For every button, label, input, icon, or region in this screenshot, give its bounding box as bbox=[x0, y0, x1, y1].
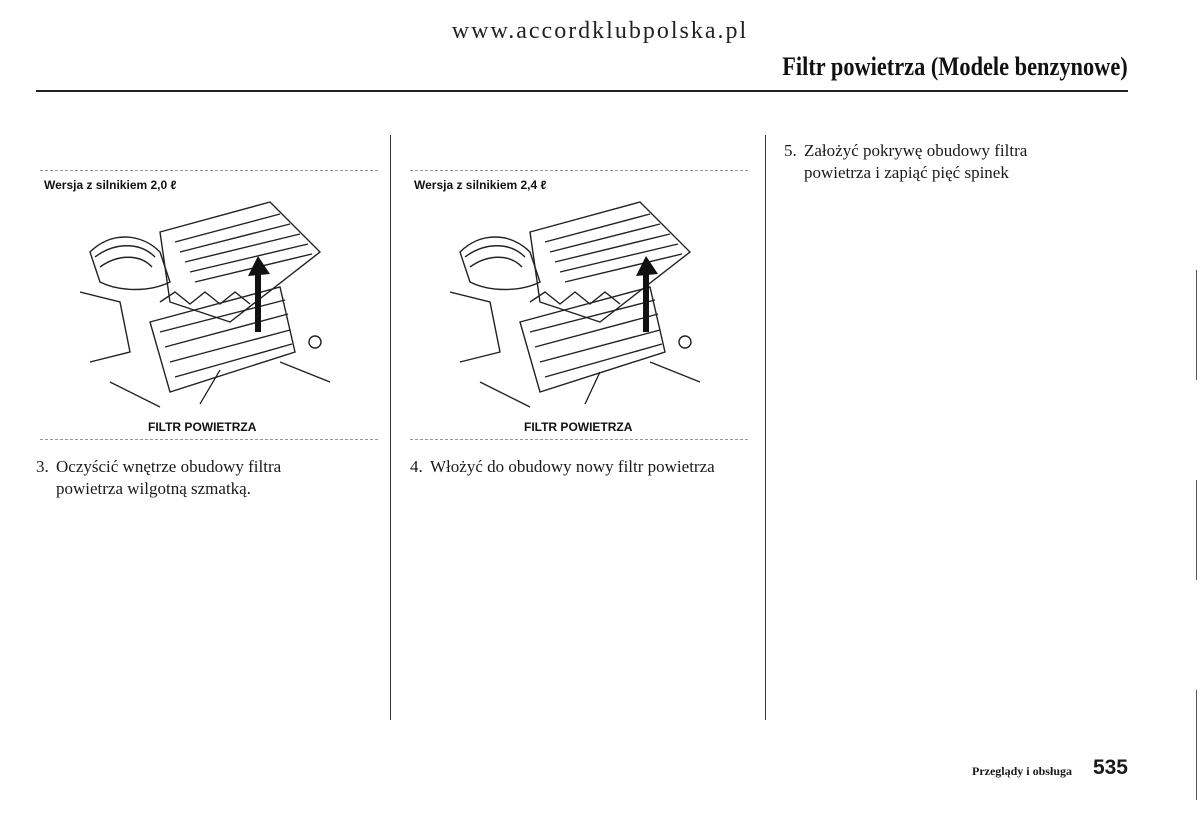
scan-edge-mark bbox=[1196, 270, 1197, 380]
figure-label: FILTR POWIETRZA bbox=[524, 420, 633, 434]
step-5 bbox=[784, 140, 1027, 184]
step-number: 5. bbox=[784, 141, 797, 160]
column-divider-2 bbox=[765, 135, 766, 720]
step-number: 4. bbox=[410, 457, 423, 476]
figure-caption: Wersja z silnikiem 2,0 ℓ bbox=[44, 178, 177, 192]
figure-label: FILTR POWIETRZA bbox=[148, 420, 257, 434]
page-number: 535 bbox=[1092, 756, 1128, 779]
scan-edge-mark bbox=[1196, 480, 1197, 580]
air-filter-illustration bbox=[80, 192, 340, 412]
site-url: www.accordklubpolska.pl bbox=[451, 18, 749, 44]
step-number: 3. bbox=[36, 457, 49, 476]
step-text: Oczyścić wnętrze obudowy filtra bbox=[56, 457, 282, 476]
step-text: powietrza wilgotną szmatką. bbox=[56, 479, 251, 498]
figure-border-bottom bbox=[410, 439, 748, 440]
step-text: Założyć pokrywę obudowy filtra bbox=[804, 141, 1028, 160]
figure-engine-2-4 bbox=[410, 170, 748, 440]
air-filter-illustration bbox=[450, 192, 710, 412]
footer-section-name: Przeglądy i obsługa bbox=[971, 764, 1072, 778]
column-divider-1 bbox=[390, 135, 391, 720]
step-text: Włożyć do obudowy nowy filtr powietrza bbox=[430, 457, 715, 476]
figure-border-bottom bbox=[40, 439, 378, 440]
page-title: Filtr powietrza (Modele benzynowe) bbox=[782, 52, 1128, 81]
figure-border-top bbox=[40, 170, 378, 171]
figure-caption: Wersja z silnikiem 2,4 ℓ bbox=[414, 178, 547, 192]
figure-border-top bbox=[410, 170, 748, 171]
step-text: powietrza i zapiąć pięć spinek bbox=[804, 163, 1009, 182]
figure-engine-2-0 bbox=[40, 170, 378, 440]
step-3 bbox=[36, 456, 281, 500]
step-4 bbox=[410, 456, 715, 478]
header-rule bbox=[36, 90, 1128, 92]
scan-edge-mark bbox=[1196, 690, 1197, 800]
